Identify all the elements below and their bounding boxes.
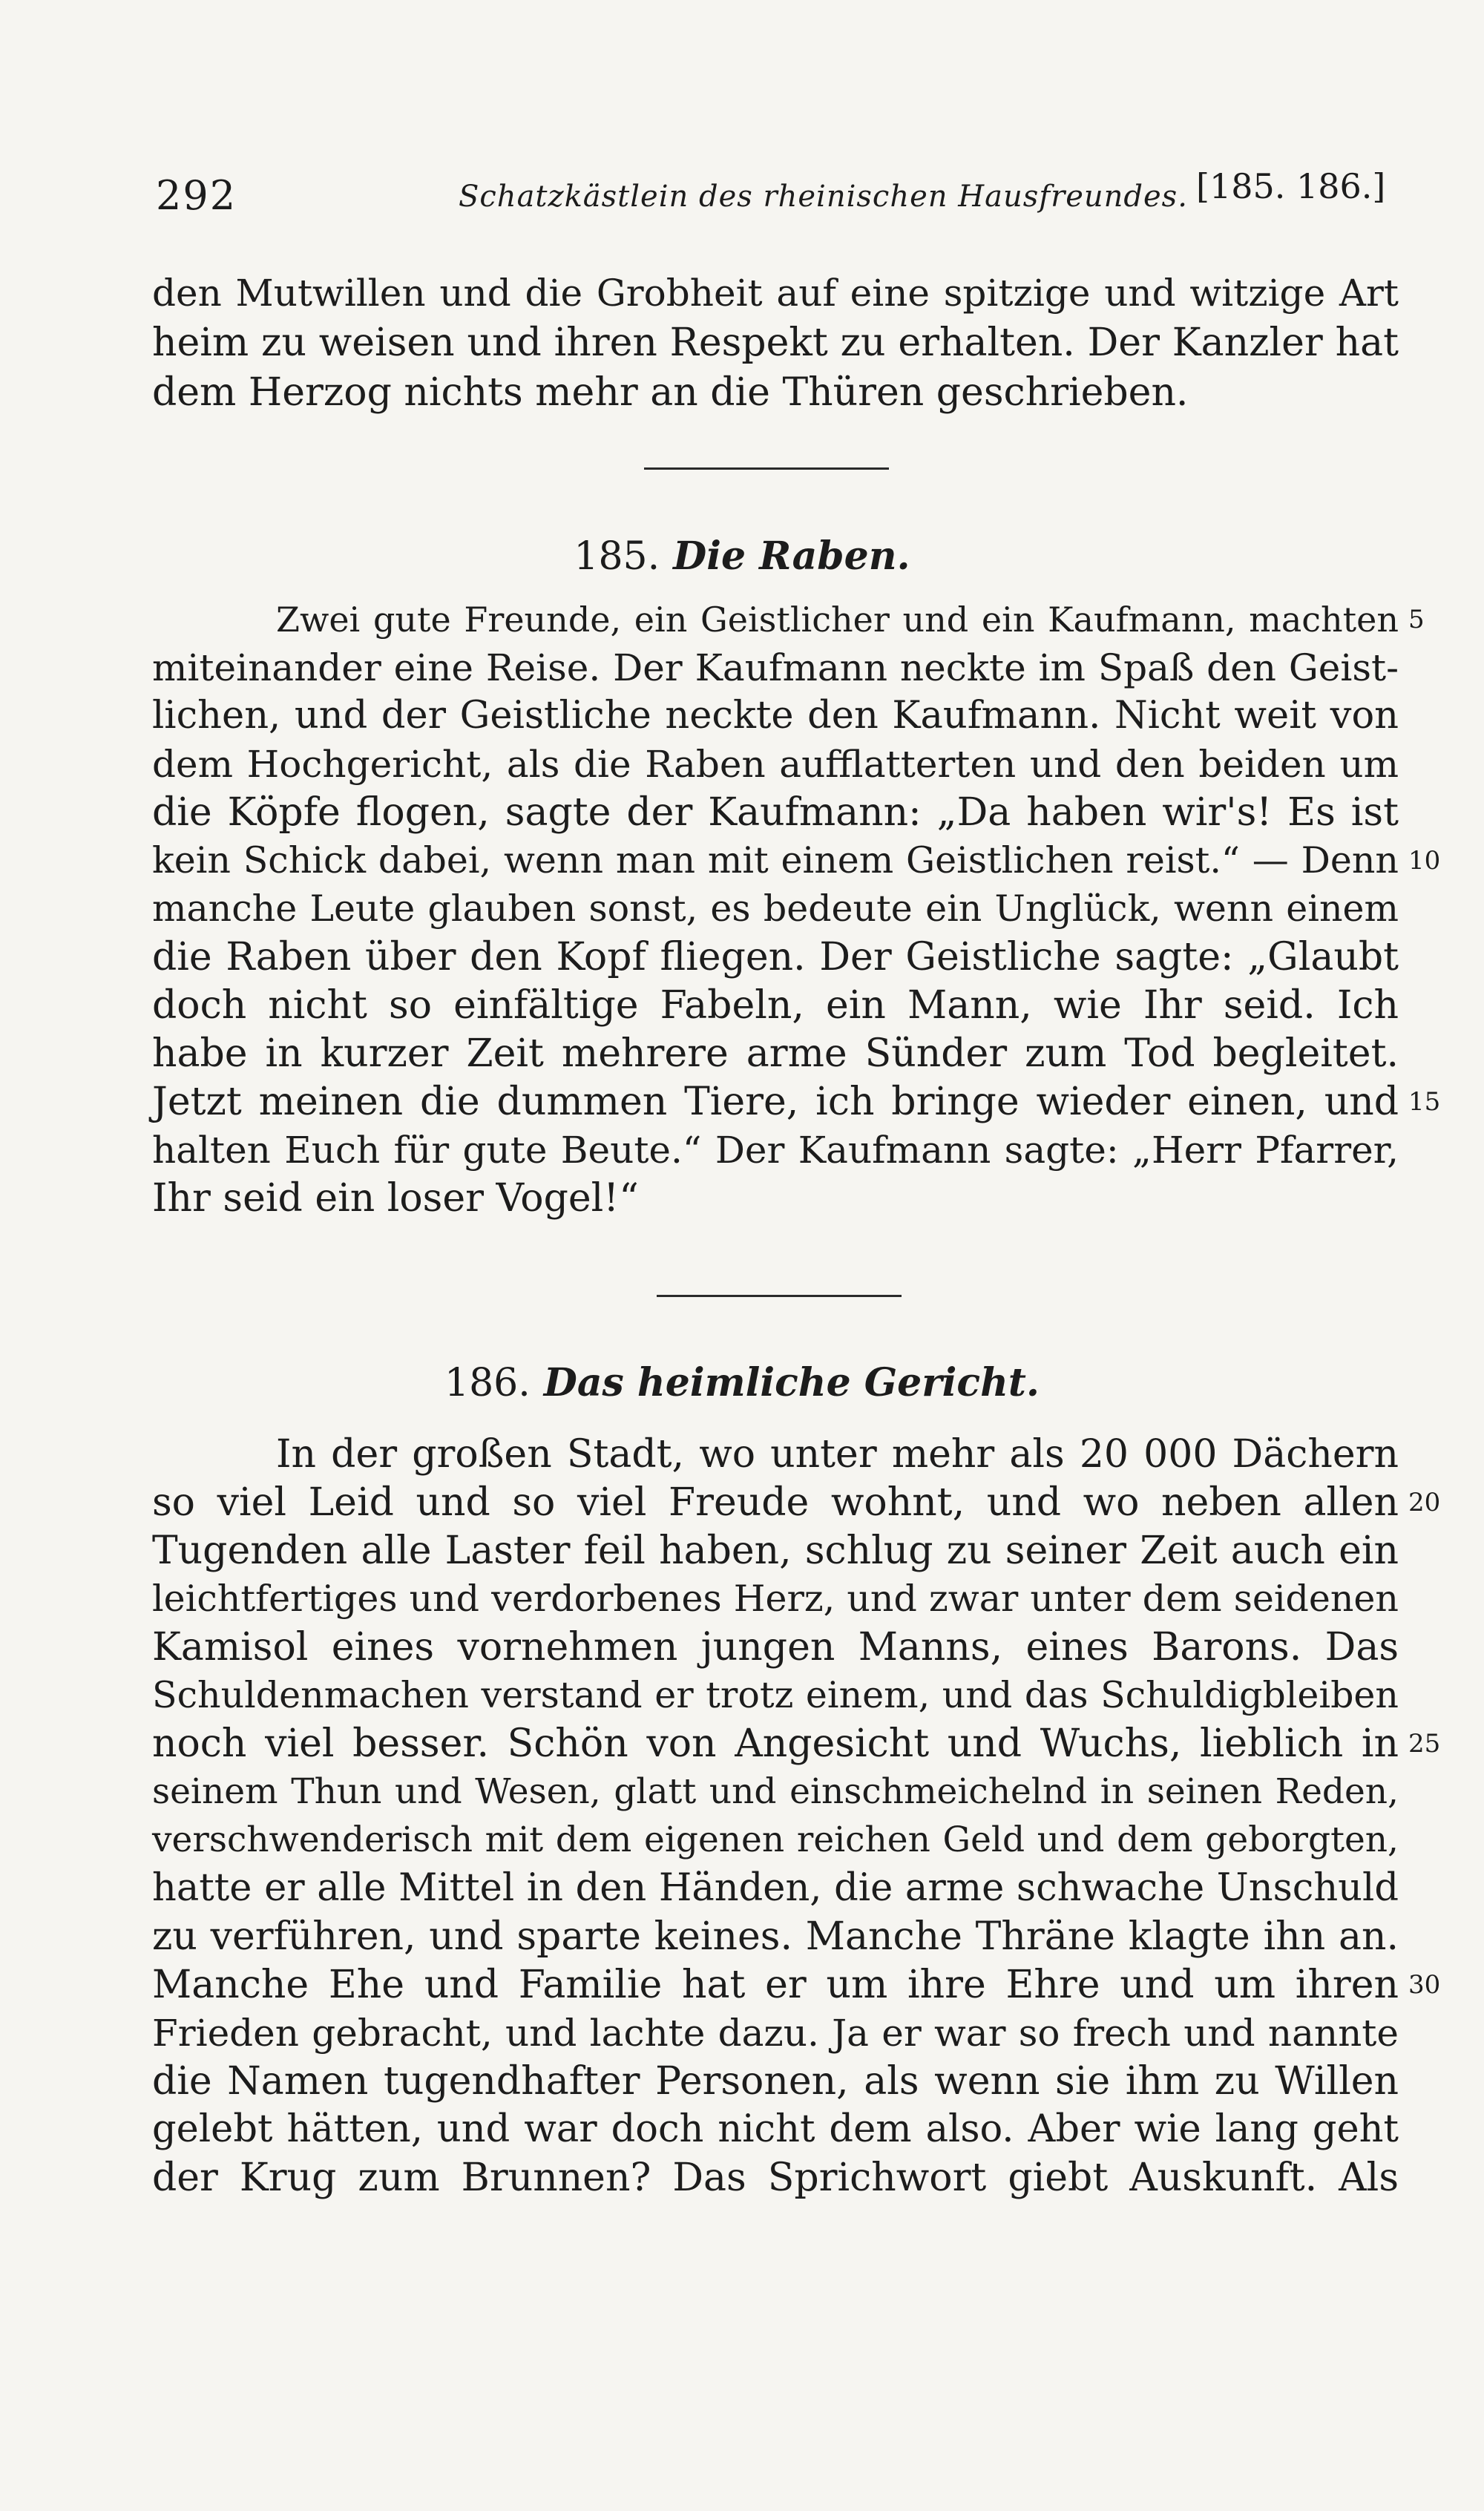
story-title: Die Raben. (673, 534, 910, 579)
margin-line-number: 5 (1408, 605, 1425, 634)
text-line: so viel Leid und so viel Freude wohnt, und wo neben allen (152, 1480, 1399, 1525)
margin-line-number: 20 (1408, 1488, 1441, 1517)
text-line: noch viel besser. Schön von Angesicht und Wuchs, lieblich in (152, 1721, 1399, 1766)
text-line: halten Euch für gute Beute.“ Der Kaufmann sagte: „Herr Pfarrer, (152, 1129, 1399, 1172)
text-line: Jetzt meinen die dummen Tiere, ich bringe wieder einen, und (152, 1080, 1399, 1124)
text-line: Frieden gebracht, und lachte dazu. Ja er war so frech und nannte (152, 2012, 1399, 2055)
text-line: der Krug zum Brunnen? Das Sprichwort giebt Auskunft. Als (152, 2156, 1399, 2200)
text-line: kein Schick dabei, wenn man mit einem Geistlichen reist.“ — Denn (152, 839, 1399, 882)
text-line: die Köpfe flogen, sagte der Kaufmann: „Da haben wir's! Es ist (152, 790, 1399, 835)
story-title: Das heimliche Gericht. (543, 1360, 1040, 1405)
story-number: 186. (444, 1361, 531, 1405)
text-line: habe in kurzer Zeit mehrere arme Sünder zum Tod begleitet. (152, 1031, 1399, 1076)
text-line: hatte er alle Mittel in den Händen, die arme schwache Unschuld (152, 1866, 1399, 1910)
text-line: Manche Ehe und Familie hat er um ihre Ehre und um ihren (152, 1963, 1399, 2007)
running-head: Schatzkästlein des rheinischen Hausfreundes. (459, 180, 1188, 214)
page-header (0, 157, 1484, 217)
text-line: manche Leute glauben sonst, es bedeute ein Unglück, wenn einem (152, 887, 1399, 930)
story-heading (0, 533, 1484, 580)
text-line: Zwei gute Freunde, ein Geistlicher und ein Kaufmann, machten (276, 600, 1399, 640)
text-line: miteinander eine Reise. Der Kaufmann neckte im Spaß den Geist- (152, 646, 1399, 689)
page-number: 292 (156, 172, 237, 219)
text-line: heim zu weisen und ihren Respekt zu erhalten. Der Kanzler hat (152, 321, 1399, 365)
text-line: den Mutwillen und die Grobheit auf eine spitzige und witzige Art (152, 272, 1399, 315)
text-line: In der großen Stadt, wo unter mehr als 20 000 Dächern (276, 1432, 1399, 1477)
margin-line-number: 15 (1408, 1087, 1441, 1117)
section-reference: [185. 186.] (1196, 166, 1386, 206)
text-line: seinem Thun und Wesen, glatt und einschmeichelnd in seinen Reden, (152, 1771, 1399, 1812)
text-line: Tugenden alle Laster feil haben, schlug zu seiner Zeit auch ein (152, 1529, 1399, 1573)
story-heading (0, 1359, 1484, 1407)
text-line: dem Hochgericht, als die Raben aufflatterten und den beiden um (152, 743, 1399, 786)
section-divider (657, 1295, 902, 1297)
story-number: 185. (574, 534, 660, 579)
text-line: Schuldenmachen verstand er trotz einem, und das Schuldigbleiben (152, 1674, 1399, 1716)
text-line: lichen, und der Geistliche neckte den Kaufmann. Nicht weit von (152, 694, 1399, 738)
text-line: Kamisol eines vornehmen jungen Manns, eines Barons. Das (152, 1625, 1399, 1670)
text-line: gelebt hätten, und war doch nicht dem also. Aber wie lang geht (152, 2107, 1399, 2151)
text-line: Ihr seid ein loser Vogel!“ (152, 1176, 639, 1221)
margin-line-number: 10 (1408, 846, 1441, 876)
text-line: dem Herzog nichts mehr an die Thüren geschrieben. (152, 370, 1189, 415)
text-line: die Namen tugendhafter Personen, als wenn sie ihm zu Willen (152, 2059, 1399, 2104)
text-line: die Raben über den Kopf fliegen. Der Geistliche sagte: „Glaubt (152, 935, 1399, 979)
text-line: verschwenderisch mit dem eigenen reichen Geld und dem geborgten, (152, 1819, 1399, 1860)
section-divider (644, 467, 889, 470)
margin-line-number: 30 (1408, 1970, 1441, 2000)
text-line: leichtfertiges und verdorbenes Herz, und zwar unter dem seidenen (152, 1578, 1399, 1620)
text-line: doch nicht so einfältige Fabeln, ein Mann, wie Ihr seid. Ich (152, 983, 1399, 1028)
text-line: zu verführen, und sparte keines. Manche Thräne klagte ihn an. (152, 1914, 1399, 1959)
margin-line-number: 25 (1408, 1729, 1441, 1759)
